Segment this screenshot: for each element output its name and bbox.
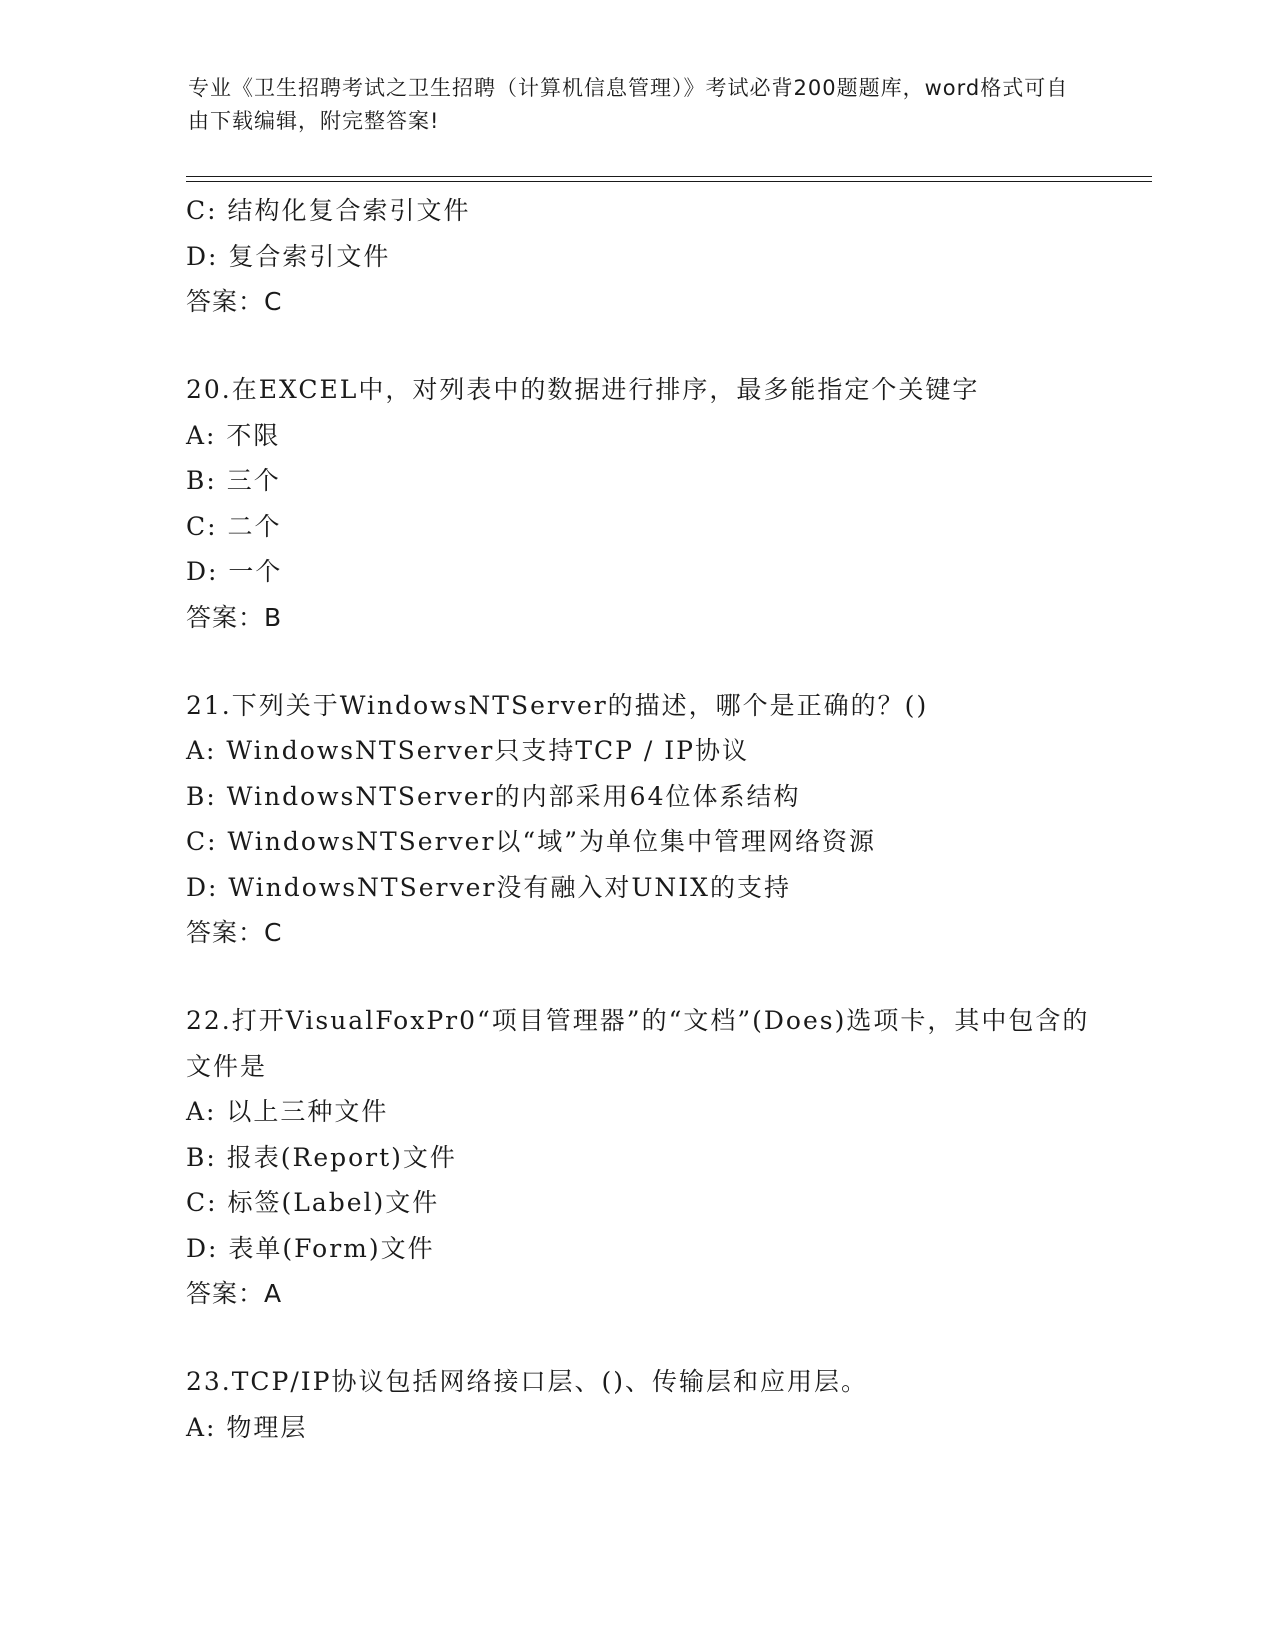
option-b: B: 三个 [186,466,281,495]
option-b: B: 报表(Report)文件 [186,1142,457,1172]
question-list [186,188,1116,1450]
document-header: 专业《卫生招聘考试之卫生招聘（计算机信息管理）》考试必背200题题库，word格式可自由下载编辑，附完整答案! [188,76,1069,133]
question-text: 20.在EXCEL中，对列表中的数据进行排序，最多能指定个关键字 [186,375,980,404]
option-c: C: 二个 [186,511,282,541]
option-d: D: 复合索引文件 [186,241,391,271]
option-c: C: 标签(Label)文件 [186,1188,440,1217]
answer-label: 答案：B [186,602,283,632]
header-rule-top [186,176,1152,177]
question-text: 21.下列关于WindowsNTServer的描述，哪个是正确的？() [186,690,929,720]
option-c: C: 结构化复合索引文件 [186,196,471,225]
option-a: A: WindowsNTServer只支持TCP / IP协议 [186,736,749,765]
option-a: A: 以上三种文件 [186,1097,389,1126]
option-d: D: 表单(Form)文件 [186,1233,435,1263]
header-rule-bottom [186,181,1152,182]
answer-label: 答案：C [186,287,283,316]
answer-label: 答案：C [186,918,283,947]
option-b: B: WindowsNTServer的内部采用64位体系结构 [186,781,801,811]
question-text: 22.打开VisualFoxPr0“项目管理器”的“文档”(Does)选项卡，其中包含的文件是 [186,1006,1090,1081]
option-a: A: 不限 [186,420,281,450]
option-a: A: 物理层 [186,1412,308,1442]
answer-label: 答案：A [186,1279,283,1308]
option-c: C: WindowsNTServer以“域”为单位集中管理网络资源 [186,827,876,856]
option-d: D: 一个 [186,557,283,586]
option-d: D: WindowsNTServer没有融入对UNIX的支持 [186,872,791,902]
question-text: 23.TCP/IP协议包括网络接口层、()、传输层和应用层。 [186,1367,869,1396]
